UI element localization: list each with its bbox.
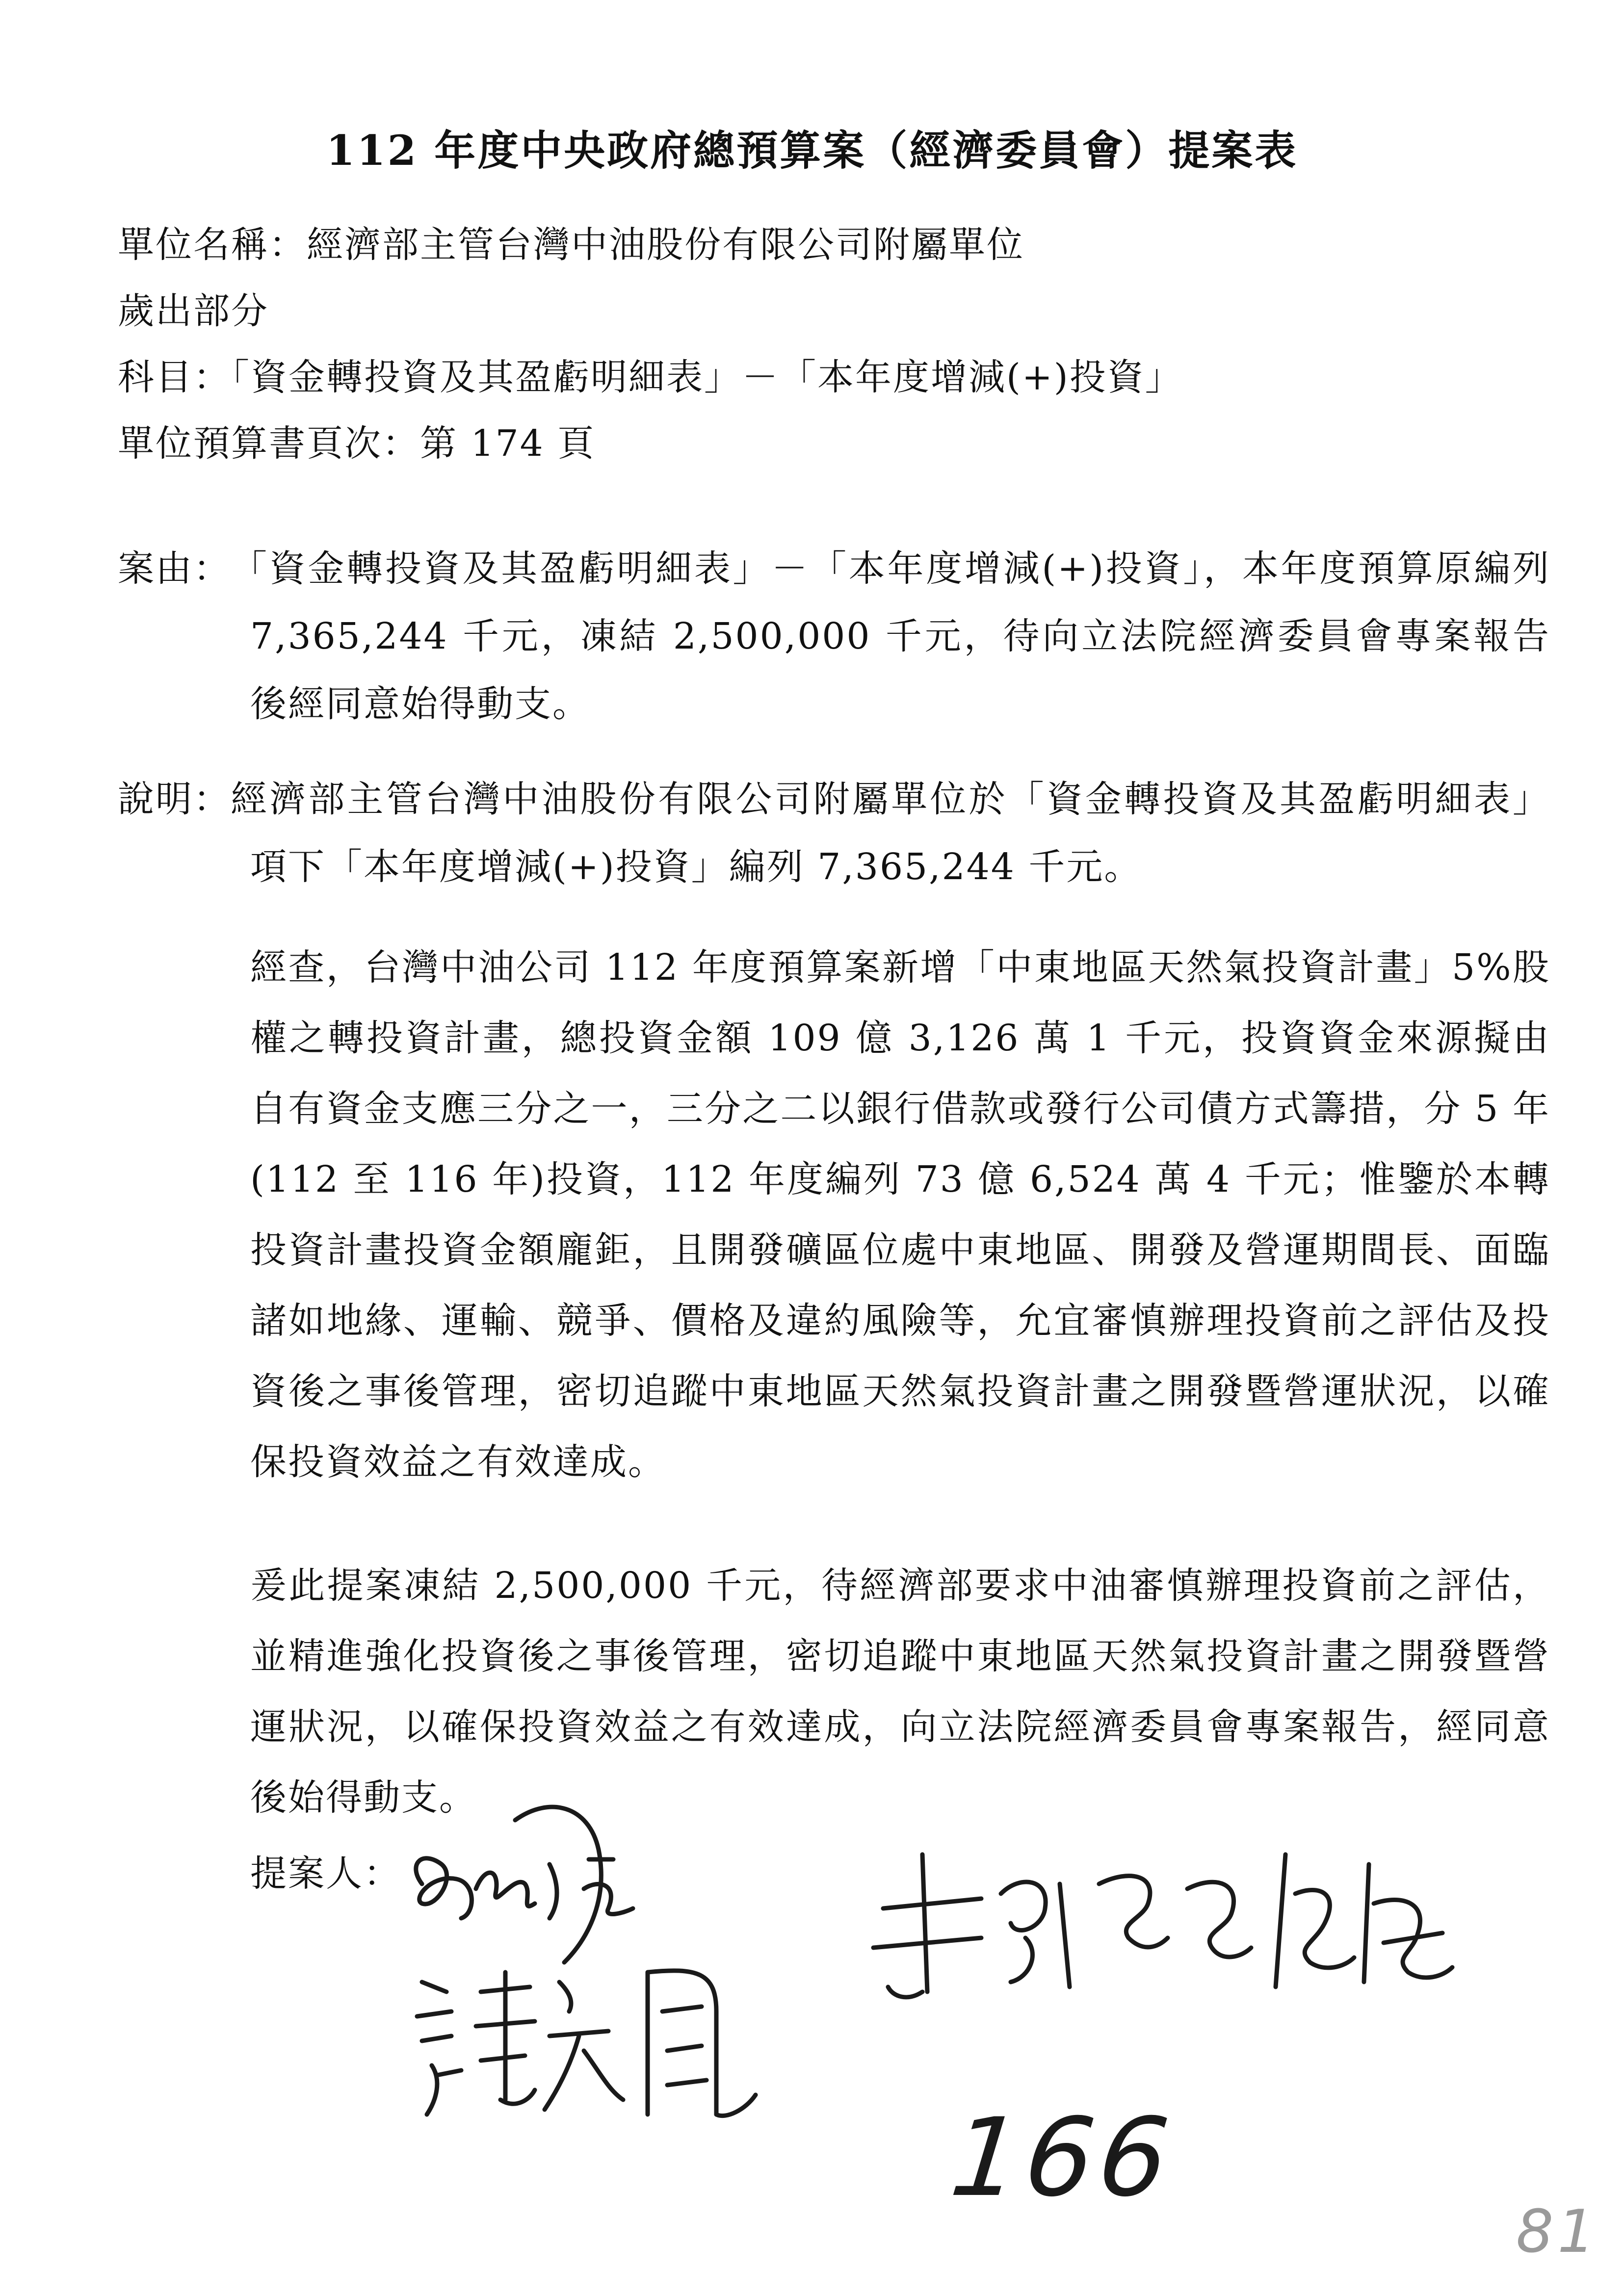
reason-section (118, 535, 1550, 738)
explanation-section (118, 765, 1550, 901)
page-number: 81 (1516, 2198, 1599, 2266)
unit-name: 單位名稱：經濟部主管台灣中油股份有限公司附屬單位 (118, 224, 1024, 266)
page-title: 112 年度中央政府總預算案（經濟委員會）提案表 (326, 126, 1298, 175)
budget-page-reference: 單位預算書頁次：第 174 頁 (118, 422, 596, 465)
handwritten-number: 166 (945, 2095, 1179, 2220)
proposer-label: 提案人： (250, 1852, 401, 1895)
signature-1 (402, 1791, 677, 1967)
signature-3 (854, 1825, 1492, 2021)
explanation-text: 經濟部主管台灣中油股份有限公司附屬單位於「資金轉投資及其盈虧明細表」項下「本年度增減(+)投資」編列 7,365,244 千元。 (231, 778, 1550, 888)
budget-category: 歲出部分 (118, 290, 269, 332)
signature-2 (402, 1953, 775, 2129)
reason-text: 「資金轉投資及其盈虧明細表」－「本年度增減(+)投資」，本年度預算原編列 7,365,244 千元，凍結 2,500,000 千元，待向立法院經濟委員會專案報告後經同意始得動支。 (231, 548, 1550, 725)
explanation-paragraph-review: 經查，台灣中油公司 112 年度預算案新增「中東地區天然氣投資計畫」5%股權之轉投資計畫，總投資金額 109 億 3,126 萬 1 千元，投資資金來源擬由自有資金支應三分之一，三分之二以銀行借款或發行公司債方式籌措，分 5 年(112 至 116 年)投資，112 年度編列 73 億 6,524 萬 4 千元；惟鑒於本轉投資計畫投資金額龐鉅，且開發礦區位處中東地區、開發及營運期間長、面臨諸如地緣、運輸、競爭、價格及違約風險等，允宜審慎辦理投資前之評估及投資後之事後管理，密切追蹤中東地區天然氣投資計畫之開發暨營運狀況，以確保投資效益之有效達成。 (250, 946, 1550, 1483)
reason-label: 案由： (118, 548, 231, 590)
explanation-paragraph-proposal: 爰此提案凍結 2,500,000 千元，待經濟部要求中油審慎辦理投資前之評估，並精進強化投資後之事後管理，密切追蹤中東地區天然氣投資計畫之開發暨營運狀況，以確保投資效益之有效達成，向立法院經濟委員會專案報告，經同意後始得動支。 (250, 1565, 1550, 1819)
budget-subject: 科目：「資金轉投資及其盈虧明細表」－「本年度增減(+)投資」 (118, 356, 1183, 398)
explanation-label: 說明： (118, 778, 231, 820)
